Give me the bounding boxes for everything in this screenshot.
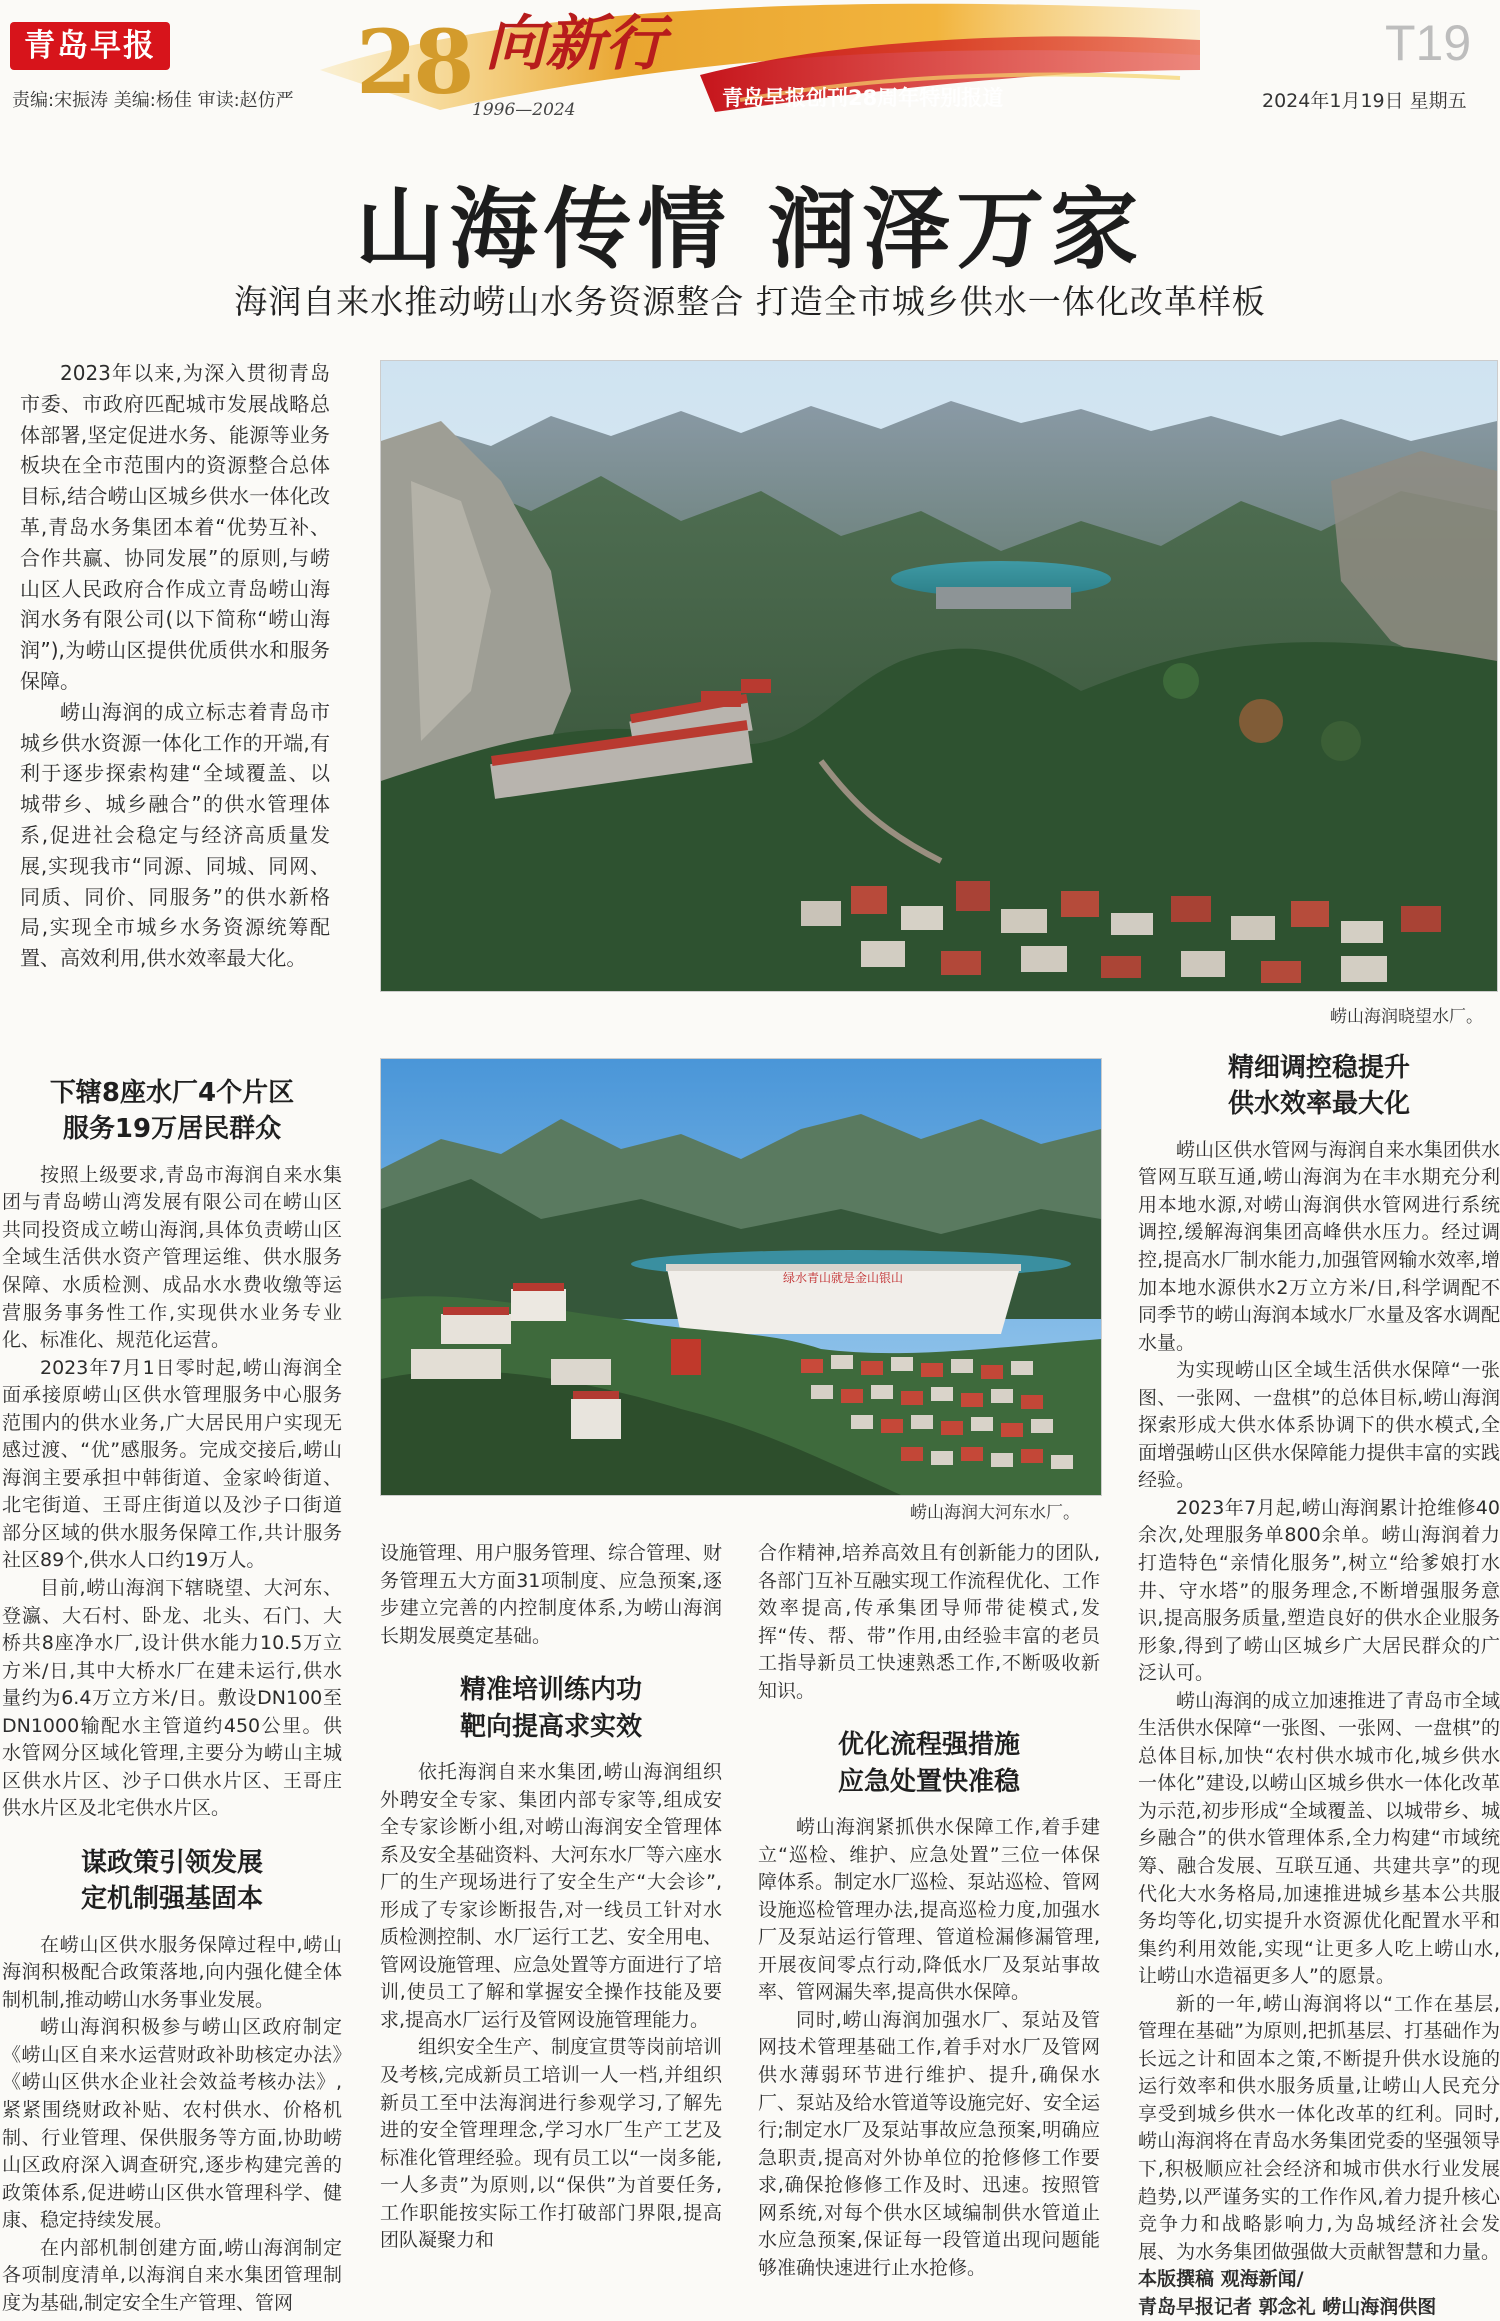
body-paragraph: 组织安全生产、制度宣贯等岗前培训及考核,完成新员工培训一人一档,并组织新员工至中法海润进行参观学习,了解先进的安全管理理念,学习水厂生产工艺及标准化管理经验。现有员工以“一岗多能,一人多责”为原则,以“保供”为首要任务,工作职能按实际工作打破部门界限,提高团队凝聚力和 xyxy=(380,2036,723,2252)
section-title-line: 定机制强基固本 xyxy=(80,1884,263,1915)
body-paragraph: 依托海润自来水集团,崂山海润组织外聘安全专家、集团内部专家等,组成安全专家诊断小组,对崂山海润安全管理体系及安全基础资料、大河东水厂等六座水厂的生产现场进行了安全生产“大会诊”,形成了专家诊断报告,对一线员工针对水质检测控制、水厂运行工艺、安全用电、管网设施管理、应急处置等方面进行了培训,使员工了解和掌握安全操作技能及要求,提高水厂运行及管网设施管理能力。 xyxy=(380,1760,723,2031)
editor-credits: 责编:宋振涛 美编:杨佳 审读:赵仿严 xyxy=(12,90,294,111)
section-title-line: 供水效率最大化 xyxy=(1227,1089,1410,1120)
photo1-caption: 崂山海润晓望水厂。 xyxy=(1330,1007,1483,1027)
closing-text: 新的一年,崂山海润将以“工作在基层,管理在基础”为原则,把抓基层、打基础作为长远之计和固本之策,不断提升供水设施的运行效率和供水服务质量,让崂山人民充分享受到城乡供水一体化改革的红利。同时,崂山海润将在青岛水务集团党委的坚强领导下,积极顺应社会经济和城市供水行业发展趋势,以严谨务实的工作作风,着力提升核心竞争力和战略影响力,为岛城经济社会发展、为水务集团做强做大贡献智慧和力量。 xyxy=(1138,1992,1500,2263)
section-title-line: 优化流程强措施 xyxy=(837,1730,1020,1761)
body-paragraph: 2023年7月1日零时起,崂山海润全面承接原崂山区供水管理服务中心服务范围内的供水业务,广大居民用户实现无感过渡、“优”感服务。完成交接后,崂山海润主要承担中韩街道、金家岭街道、北宅街道、王哥庄街道以及沙子口街道部分区域的供水服务保障工作,共计服务社区89个,供水人口约19万人。 xyxy=(2,1356,342,1572)
section-title-line: 应急处置快准稳 xyxy=(837,1766,1020,1797)
section-title-line: 靶向提高求实效 xyxy=(459,1711,642,1742)
section-title-line: 下辖8座水厂4个片区 xyxy=(49,1078,295,1108)
section-title-training xyxy=(380,1672,722,1745)
section-title-policy xyxy=(2,1845,342,1918)
intro-paragraph: 2023年以来,为深入贯彻青岛市委、市政府匹配城市发展战略总体部署,坚定促进水务、能源等业务板块在全市范围内的资源整合总体目标,结合崂山区城乡供水一体化改革,青岛水务集团本着“优势互补、合作共赢、协同发展”的原则,与崂山区人民政府合作成立青岛崂山海润水务有限公司(以下简称“崂山海润”),为崂山区提供优质供水和服务保障。 xyxy=(20,361,330,693)
body-paragraph: 在崂山区供水服务保障过程中,崂山海润积极配合政策落地,向内强化健全体制机制,推动崂山水务事业发展。 xyxy=(2,1933,342,2011)
section-title-plants xyxy=(2,1075,342,1148)
body-paragraph: 崂山海润积极参与崂山区政府制定《崂山区自来水运营财政补助核定办法》《崂山区供水企业社会效益考核办法》,紧紧围绕财政补贴、农村供水、价格机制、行业管理、保供服务等方面,协助崂山区政府深入调查研究,逐步构建完善的政策体系,促进崂山区供水管理科学、健康、稳定持续发展。 xyxy=(2,2016,342,2232)
body-paragraph: 崂山区供水管网与海润自来水集团供水管网互联互通,崂山海润为在丰水期充分利用本地水源,对崂山海润供水管网进行系统调控,缓解海润集团高峰供水压力。经过调控,提高水厂制水能力,加强管网输水效率,增加本地水源供水2万立方米/日,科学调配不同季节的崂山海润本域水厂水量及客水调配水量。 xyxy=(1138,1138,1500,1354)
body-paragraph: 崂山海润紧抓供水保障工作,着手建立“巡检、维护、应急处置”三位一体保障体系。制定水厂巡检、泵站巡检、管网设施巡检管理办法,提高巡检力度,加强水厂及泵站运行管理、管道检漏修漏管理,开展夜间零点行动,降低水厂及泵站事故率、管网漏失率,提高供水保障。 xyxy=(758,1816,1101,2004)
section-title-line: 谋政策引领发展 xyxy=(80,1847,263,1878)
special-report-label: 青岛早报创刊28周年特别报道 xyxy=(722,86,1004,110)
body-paragraph: 在内部机制创建方面,崂山海润制定各项制度清单,以海润自来水集团管理制度为基础,制定安全生产管理、管网 xyxy=(2,2236,342,2314)
section-title-line: 精准培训练内功 xyxy=(459,1675,642,1706)
section-title-line: 精细调控稳提升 xyxy=(1227,1053,1410,1083)
body-paragraph: 为实现崂山区全域生活供水保障“一张图、一张网、一盘棋”的总体目标,崂山海润探索形成大供水体系协调下的供水模式,全面增强崂山区供水保障能力提供丰富的实践经验。 xyxy=(1138,1359,1500,1492)
column-3 xyxy=(758,1540,1101,2279)
body-paragraph-continued: 合作精神,培养高效且有创新能力的团队,各部门互补互融实现工作流程优化、工作效率提高,传承集团导师带徒模式,发挥“传、帮、带”作用,由经验丰富的老员工指导新员工快速熟悉工作,不断吸收新知识。 xyxy=(758,1542,1101,1702)
anniversary-years: 1996—2024 xyxy=(472,100,576,120)
intro-text xyxy=(20,358,330,974)
sub-headline: 海润自来水推动崂山水务资源整合 打造全市城乡供水一体化改革样板 xyxy=(234,282,1266,321)
newspaper-logo: 青岛早报 xyxy=(10,22,170,70)
body-paragraph: 目前,崂山海润下辖晓望、大河东、登瀛、大石村、卧龙、北头、石门、大桥共8座净水厂,设计供水能力10.5万立方米/日,其中大桥水厂在建未运行,供水量约为6.4万立方米/日。敷设DN100至DN1000输配水主管道约450公里。供水管网分区域化管理,主要分为崂山主城区供水片区、沙子口供水片区、王哥庄供水片区及北宅供水片区。 xyxy=(2,1576,342,1820)
body-paragraph-continued: 设施管理、用户服务管理、综合管理、财务管理五大方面31项制度、应急预案,逐步建立完善的内控制度体系,为崂山海润长期发展奠定基础。 xyxy=(380,1542,723,1647)
body-paragraph: 2023年7月起,崂山海润累计抢维修40余次,处理服务单800余单。崂山海润着力打造特色“亲情化服务”,树立“给爹娘打水井、守水塔”的服务理念,不断增强服务意识,提高服务质量,塑造良好的供水企业服务形象,得到了崂山区城乡广大居民群众的广泛认可。 xyxy=(1138,1496,1500,1685)
body-paragraph xyxy=(1138,1991,1500,2294)
byline: 青岛早报记者 郭念礼 崂山海润供图 xyxy=(1138,2295,1437,2318)
page-header xyxy=(0,0,1500,150)
anniversary-title: 向新行 xyxy=(485,9,665,79)
dam-slogan: 绿水青山就是金山银山 xyxy=(782,1271,904,1285)
byline-tail: 本版撰稿 观海新闻/ xyxy=(1138,2268,1304,2291)
body-paragraph: 按照上级要求,青岛市海润自来水集团与青岛崂山湾发展有限公司在崂山区共同投资成立崂山海润,具体负责崂山区全域生活供水资产管理运维、供水服务保障、水质检测、成品水水费收缴等运营服务事务性工作,实现供水业务专业化、标准化、规范化运营。 xyxy=(2,1163,342,1352)
column-1 xyxy=(2,1075,342,2314)
body-paragraph: 同时,崂山海润加强水厂、泵站及管网技术管理基础工作,着手对水厂及管网供水薄弱环节进行维护、提升,确保水厂、泵站及给水管道等设施完好、安全运行;制定水厂及泵站事故应急预案,明确应急职责,提高对外协单位的抢修修工作要求,确保抢修修工作及时、迅速。按照管网系统,对每个供水区域编制供水管道止水应急预案,保证每一段管道出现问题能够准确快速进行止水抢修。 xyxy=(758,2008,1101,2279)
photo-xiaowang-water-plant xyxy=(380,360,1498,992)
photo-dahedong-water-plant xyxy=(380,1058,1102,1496)
column-2 xyxy=(380,1540,723,2252)
photo2-caption: 崂山海润大河东水厂。 xyxy=(910,1503,1080,1523)
body-paragraph: 崂山海润的成立加速推进了青岛市全域生活供水保障“一张图、一张网、一盘棋”的总体目标,加快“农村供水城市化,城乡供水一体化”建设,以崂山区城乡供水一体化改革为示范,初步形成“全域覆盖、以城带乡、城乡融合”的供水管理体系,全力构建“市域统筹、融合发展、互联互通、共建共享”的现代化大水务格局,加速推进城乡基本公共服务均等化,切实提升水资源优化配置水平和集约利用效能,实现“让更多人吃上崂山水,让崂山水造福更多人”的愿景。 xyxy=(1138,1689,1500,1988)
section-title-emergency xyxy=(758,1727,1100,1800)
issue-date: 2024年1月19日 星期五 xyxy=(1262,90,1467,112)
page-number: T19 xyxy=(1385,15,1472,71)
main-headline: 山海传情 润泽万家 xyxy=(355,177,1145,281)
column-4 xyxy=(1138,1050,1500,2318)
section-title-line: 服务19万居民群众 xyxy=(62,1114,282,1145)
section-title-efficiency xyxy=(1138,1050,1500,1123)
intro-paragraph: 崂山海润的成立标志着青岛市城乡供水资源一体化工作的开端,有利于逐步探索构建“全域覆盖、以城带乡、城乡融合”的供水管理体系,促进社会稳定与经济高质量发展,实现我市“同源、同城、同网、同质、同价、同服务”的供水新格局,实现全市城乡水务资源统筹配置、高效利用,供水效率最大化。 xyxy=(20,699,330,971)
anniversary-number: 28 xyxy=(356,10,471,114)
